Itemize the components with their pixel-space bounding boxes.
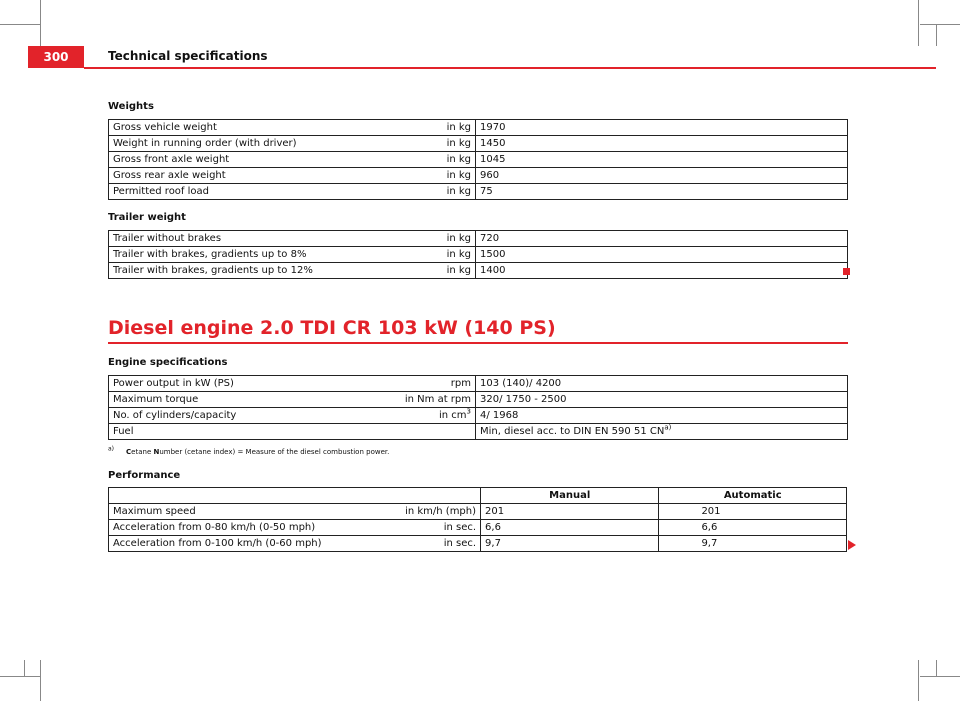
spec-value-cell: [476, 376, 848, 392]
crop-mark: [920, 24, 960, 25]
continue-arrow-icon: [848, 540, 856, 550]
footnote-n: N: [153, 448, 160, 456]
spec-label: Gross rear axle weight: [113, 170, 226, 181]
crop-mark: [936, 660, 937, 676]
trailer-heading: Trailer weight: [108, 212, 186, 223]
perf-label-cell: [109, 520, 481, 536]
performance-heading: Performance: [108, 470, 181, 481]
spec-value: 1500: [480, 249, 506, 260]
spec-label-cell: [109, 136, 476, 152]
spec-unit: [451, 376, 471, 391]
spec-unit: [447, 136, 471, 151]
footnote-text: umber (cetane index) = Measure of the diesel combustion power.: [159, 448, 390, 456]
perf-manual: 201: [481, 504, 659, 520]
spec-unit: [405, 392, 471, 407]
spec-unit: [447, 231, 471, 246]
spec-label-cell: [109, 168, 476, 184]
spec-value-cell: [476, 231, 848, 247]
spec-label-cell: [109, 392, 476, 408]
spec-unit-text: rpm: [450, 378, 471, 389]
perf-label-cell: [109, 504, 481, 520]
crop-mark: [920, 676, 960, 677]
perf-unit: in sec.: [443, 522, 477, 533]
footnote-marker: a): [108, 445, 115, 453]
title-rule: [108, 342, 848, 344]
spec-unit: [447, 152, 471, 167]
header-rule: [84, 67, 936, 69]
page-number: 300: [28, 46, 84, 68]
perf-unit: in km/h (mph): [405, 506, 477, 517]
table-row: [109, 231, 848, 247]
table-row: [109, 424, 848, 440]
spec-value: 1400: [480, 265, 506, 276]
spec-value-cell: [476, 136, 848, 152]
spec-unit-text: in cm: [438, 410, 467, 421]
spec-unit-text: in kg: [446, 138, 471, 149]
spec-label-cell: [109, 408, 476, 424]
footnote-c: C: [126, 448, 132, 456]
crop-mark: [40, 0, 41, 46]
spec-unit-text: in kg: [446, 265, 471, 276]
engine-table: [108, 375, 848, 440]
table-header-row: [109, 488, 847, 504]
spec-value-cell: [476, 263, 848, 279]
section-end-marker: [843, 268, 850, 275]
crop-mark: [0, 676, 40, 677]
spec-value: 1045: [480, 154, 506, 165]
spec-label: Gross front axle weight: [113, 154, 230, 165]
spec-label: Trailer with brakes, gradients up to 12%: [113, 265, 313, 276]
perf-label: Acceleration from 0-80 km/h (0-50 mph): [113, 522, 316, 533]
table-row: [109, 247, 848, 263]
crop-mark: [918, 0, 919, 46]
spec-label-cell: [109, 120, 476, 136]
spec-label: Trailer with brakes, gradients up to 8%: [113, 249, 307, 260]
header-empty: [109, 488, 481, 504]
engine-heading: Engine specifications: [108, 357, 228, 368]
header-manual: Manual: [481, 488, 659, 504]
table-row: [109, 120, 848, 136]
spec-label: Fuel: [113, 426, 134, 437]
spec-unit-text: in kg: [446, 186, 471, 197]
header-automatic: Automatic: [659, 488, 847, 504]
crop-mark: [918, 660, 919, 701]
spec-value: 4/ 1968: [480, 410, 519, 421]
spec-value-sup: a): [664, 423, 672, 432]
spec-unit-text: in kg: [446, 154, 471, 165]
spec-label-cell: [109, 376, 476, 392]
spec-value: 720: [480, 233, 500, 244]
page-title: Technical specifications: [108, 49, 268, 63]
spec-label: Trailer without brakes: [113, 233, 222, 244]
table-row: [109, 263, 848, 279]
weights-heading: Weights: [108, 101, 154, 112]
table-row: [109, 520, 847, 536]
spec-value: 1450: [480, 138, 506, 149]
table-row: [109, 184, 848, 200]
table-row: [109, 136, 848, 152]
spec-label-cell: [109, 231, 476, 247]
table-row: [109, 408, 848, 424]
crop-mark: [24, 660, 25, 676]
spec-value-cell: [476, 168, 848, 184]
weights-table: [108, 119, 848, 200]
spec-value: 1970: [480, 122, 506, 133]
spec-label: Weight in running order (with driver): [113, 138, 297, 149]
table-row: [109, 504, 847, 520]
spec-value-cell: [476, 120, 848, 136]
table-row: [109, 536, 847, 552]
spec-value: 103 (140)/ 4200: [480, 378, 562, 389]
table-row: [109, 152, 848, 168]
perf-manual: 6,6: [481, 520, 659, 536]
spec-value-cell: [476, 184, 848, 200]
spec-unit-text: in kg: [446, 249, 471, 260]
crop-mark: [40, 660, 41, 701]
table-row: [109, 392, 848, 408]
spec-unit: [447, 120, 471, 135]
spec-value-cell: [476, 152, 848, 168]
perf-label: Acceleration from 0-100 km/h (0-60 mph): [113, 538, 322, 549]
spec-label-cell: [109, 184, 476, 200]
diesel-engine-title: Diesel engine 2.0 TDI CR 103 kW (140 PS): [108, 317, 556, 339]
spec-label-cell: [109, 247, 476, 263]
spec-value: 320/ 1750 - 2500: [480, 394, 567, 405]
spec-label-cell: [109, 424, 476, 440]
perf-label: Maximum speed: [113, 506, 196, 517]
perf-automatic: 9,7: [659, 536, 847, 552]
spec-value-cell: [476, 424, 848, 440]
spec-unit: [447, 184, 471, 199]
spec-label: Permitted roof load: [113, 186, 210, 197]
spec-unit-sup: 3: [466, 407, 471, 416]
perf-automatic: 201: [659, 504, 847, 520]
spec-value-cell: [476, 392, 848, 408]
footnote: [108, 445, 390, 456]
footnote-etane: etane: [131, 448, 154, 456]
perf-unit: in sec.: [443, 538, 477, 549]
spec-unit: [447, 247, 471, 262]
perf-label-cell: [109, 536, 481, 552]
spec-label: Power output in kW (PS): [113, 378, 234, 389]
crop-mark: [0, 24, 40, 25]
spec-unit-text: in kg: [446, 122, 471, 133]
table-row: [109, 168, 848, 184]
spec-value-cell: [476, 247, 848, 263]
perf-manual: 9,7: [481, 536, 659, 552]
spec-unit: [447, 263, 471, 278]
spec-label: Gross vehicle weight: [113, 122, 217, 133]
perf-automatic: 6,6: [659, 520, 847, 536]
spec-label-cell: [109, 263, 476, 279]
spec-unit: [439, 408, 471, 423]
spec-value: Min, diesel acc. to DIN EN 590 51 CN: [480, 426, 665, 437]
spec-label-cell: [109, 152, 476, 168]
spec-value-cell: [476, 408, 848, 424]
spec-unit-text: in Nm at rpm: [404, 394, 471, 405]
spec-label: Maximum torque: [113, 394, 199, 405]
spec-value: 75: [480, 186, 493, 197]
crop-mark: [936, 24, 937, 46]
spec-value: 960: [480, 170, 500, 181]
trailer-table: [108, 230, 848, 279]
table-row: [109, 376, 848, 392]
spec-label: No. of cylinders/capacity: [113, 410, 237, 421]
performance-table: [108, 487, 847, 552]
spec-unit-text: in kg: [446, 233, 471, 244]
spec-unit: [447, 168, 471, 183]
spec-unit-text: in kg: [446, 170, 471, 181]
